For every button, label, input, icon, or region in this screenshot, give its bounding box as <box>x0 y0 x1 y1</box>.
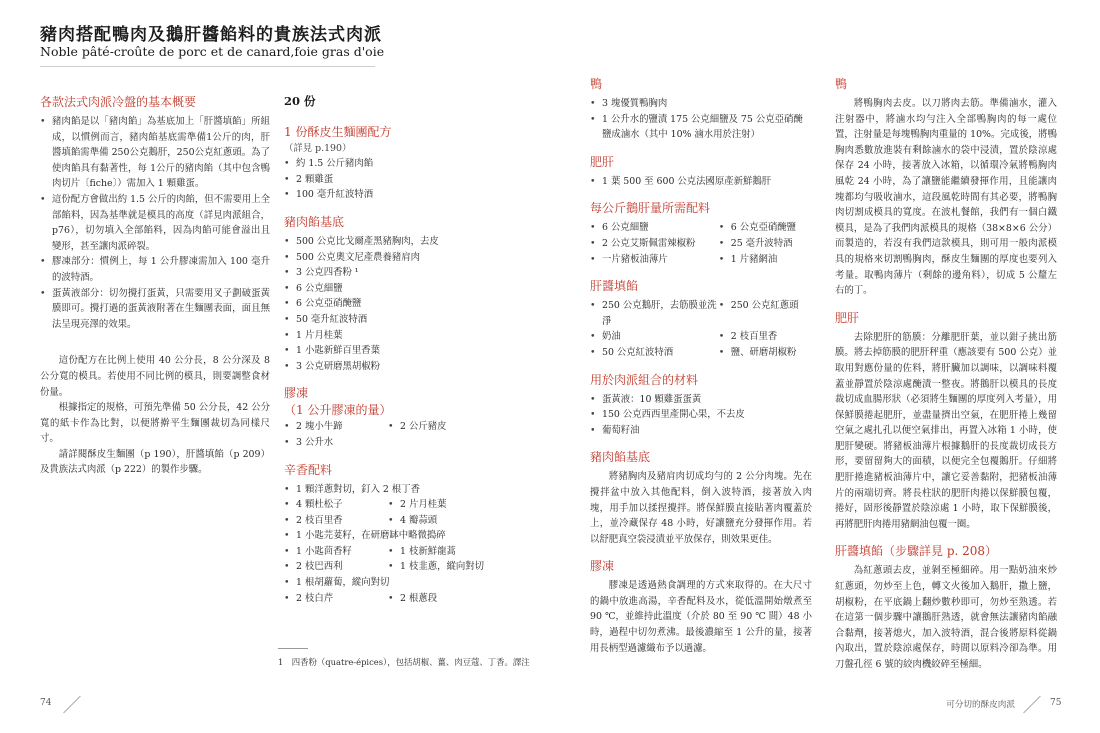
mold-size-paragraph: 這份配方在比例上使用 40 公分長，8 公分深及 8 公分寬的模具。若使用不同比例的模具，則要調整食材份量。 <box>40 355 270 398</box>
list-row <box>284 559 492 575</box>
list-item: • 6 公克亞硝醃鹽 <box>284 296 492 312</box>
list-item: • 1 片月桂葉 <box>284 328 492 344</box>
column-ingredients-2 <box>590 76 812 656</box>
jelly-method-heading: 膠凍 <box>590 559 615 574</box>
list-item: • 1 公升水的鹽漬 175 公克細鹽及 75 公克亞硝醃鹽成滷水（其中 10% 滷水用於注射） <box>590 112 812 143</box>
list-item: • 3 公克研磨黑胡椒粉 <box>284 359 492 375</box>
list-item: • 2 根蔥段 <box>388 591 492 607</box>
pork-method-heading: 豬肉餡基底 <box>590 450 651 465</box>
foie-heading: 肥肝 <box>590 154 615 169</box>
list-item: • 250 公克鵝肝，去筋膜並洗淨 <box>590 298 719 329</box>
list-item: • 2 枝百里香 <box>719 329 812 345</box>
list-item: • 6 公克細鹽 <box>590 220 719 236</box>
page-subtitle: Noble pâté-croûte de porc et de canard,foie gras d'oie <box>40 44 385 59</box>
page-number-left: 74 <box>40 698 52 708</box>
duck-method-heading: 鴨 <box>835 77 848 91</box>
overview-list <box>40 114 270 332</box>
list-item: • 葡萄籽油 <box>590 423 812 439</box>
list-item: • 鹽、研磨胡椒粉 <box>719 345 812 361</box>
jelly-heading: 膠凍 <box>284 386 309 401</box>
page-number-right: 75 <box>1050 698 1062 708</box>
list-item: • 豬肉餡是以「豬肉餡」為基底加上「肝醬填餡」所組成，以慣例而言，豬肉餡基底需準備1公斤的肉，肝醬填餡需準備 250公克鵝肝，250公克紅蔥頭。為了使肉餡具有黏著性，每 1公斤的豬肉餡（其中包含鴨肉切片〔fiche〕）需加入 1 顆雞蛋。 <box>40 114 270 192</box>
pastry-heading: 1 份酥皮生麵團配方 <box>284 124 392 139</box>
assembly-list <box>590 392 812 439</box>
footnote: 1 四香粉（quatre-épices），包括胡椒、薑、肉豆蔻、丁香。譯注 <box>278 657 530 667</box>
serving-count: 20 份 <box>284 94 316 108</box>
jelly-list <box>284 419 492 450</box>
aromatics-list <box>284 482 492 607</box>
liver-method-text: 為紅蔥頭去皮，並剝至極細碎。用一點奶油來炒紅蔥頭，勿炒至上色，轉文火後加入鵝肝，撒上鹽，胡椒粉，在平底鍋上翻炒數秒即可，勿炒至熟透。若在這第一個步驟中讓鵝肝熟透，就會無法讓豬肉餡融合黏劑，接著熄火，加入波特酒，混合後將原料從鍋內取出，置於陰涼處保存，時間以原料冷卻為準。用刀盤孔徑 6 號的絞肉機絞碎至極細。 <box>835 565 1057 670</box>
liver-fill-list <box>590 298 812 360</box>
pork-method-text: 將豬胸肉及豬肩肉切成均勻的 2 公分肉塊。先在攪拌盆中放入其他配料，倒入波特酒，接著放入肉塊，用手加以揉捏攪拌。將保鮮膜直接貼著肉覆蓋於上，並冷藏保存 48 小時，好讓鹽充分發揮作用。若以舒肥真空袋浸漬並平放保存，則效果更佳。 <box>590 471 812 545</box>
jelly-method-text: 膠凍是透過熱食調理的方式來取得的。在大尺寸的鍋中放進高湯，辛香配料及水，從低溫開始燉煮至 90 ℃，並維持此溫度（介於 80 至 90 ℃ 間）48 小時，過程中切勿煮沸。最後濃縮至 1 公升的量，接著用長柄型過濾織布予以過濾。 <box>590 580 812 654</box>
list-row <box>284 513 492 529</box>
pork-base-heading: 豬肉餡基底 <box>284 214 345 229</box>
list-item: • 1 葉 500 至 600 公克法國原產新鮮鵝肝 <box>590 174 812 190</box>
list-item: • 膠凍部分：慣例上，每 1 公升膠凍需加入 100 毫升的波特酒。 <box>40 254 270 285</box>
list-item: • 一片豬板油薄片 <box>590 252 719 268</box>
list-row <box>284 591 492 607</box>
column-ingredients <box>284 94 492 617</box>
list-row <box>284 544 492 560</box>
list-item: • 1 顆洋蔥對切，釘入 2 根丁香 <box>284 482 492 498</box>
per-kg-heading: 每公斤鵝肝量所需配料 <box>590 201 711 216</box>
card-template-paragraph: 根據指定的規格，可預先準備 50 公分長，42 公分寬的紙卡作為比對，以便將擀平生麵團裁切為同樣尺寸。 <box>40 402 270 445</box>
list-item: • 3 塊優質鴨胸肉 <box>590 96 812 112</box>
duck-heading: 鴨 <box>590 77 603 91</box>
liver-fill-heading: 肝醬填餡 <box>590 279 639 294</box>
aromatics-heading: 辛香配料 <box>284 462 333 477</box>
list-item: • 25 毫升波特酒 <box>719 236 812 252</box>
column-overview <box>40 94 270 478</box>
list-item: • 3 公克四香粉 ¹ <box>284 265 492 281</box>
foie-method-text: 去除肥肝的筋膜：分離肥肝葉，並以鉗子挑出筋膜。將去掉筋膜的肥肝秤重（應該要有 500 公克）並取用對應份量的佐料，將肝臟加以調味，以調味料覆蓋並靜置於陰涼處醃漬一整夜。將鵝肝以模具的長度裁切成血腸形狀（必須將生麵團的厚度列入考量），用保鮮膜捲起肥肝，並盡量擠出空氣，在肥肝捲上幾留空氣之處扎孔以便空氣排出，再置入冰箱 1 小時，使肥肝變硬。將豬板油薄片根據鵝肝的長度裁切成長方形，要留留夠大的面積，以便完全包覆鵝肝。仔細將肥肝捲進豬板油薄片中，讓它妥善黏附，把豬板油薄片的兩端切齊。將長柱狀的肥肝肉捲以保鮮膜包覆，捲好，固形後靜置於陰涼處 1 小時，取下保鮮膜後，再將肥肝肉捲用豬網油包覆一圈。 <box>835 331 1057 530</box>
jelly-quantity: （1 公升膠凍的量） <box>284 403 392 418</box>
assembly-heading: 用於肉派組合的材料 <box>590 372 699 387</box>
list-item: • 蛋黃液部分：切勿攪打蛋黃，只需要用叉子劃破蛋黃膜即可。攪打過的蛋黃液附著在生麵團表面，面且無法呈現亮澤的效果。 <box>40 286 270 333</box>
list-item: • 3 公升水 <box>284 435 388 451</box>
list-item: • 1 小匙茴香籽 <box>284 544 388 560</box>
list-item: • 150 公克西西里產開心果，不去皮 <box>590 407 812 423</box>
list-item: • 4 瓣蒜頭 <box>388 513 492 529</box>
list-item: • 1 根胡蘿蔔，縱向對切 <box>284 575 492 591</box>
list-item: • 這份配方會做出約 1.5 公斤的肉餡，但不需要用上全部餡料，因為基準就是模具的高度（詳見肉派組合，p76），切勿填入全部餡料，因為肉餡可能會溢出且變形，甚至讓肉派碎裂。 <box>40 192 270 254</box>
list-item: • 蛋黃液：10 顆雞蛋蛋黃 <box>590 392 812 408</box>
duck-list <box>590 96 812 143</box>
liver-method-heading: 肝醬填餡（步驟詳見 p. 208） <box>835 544 998 559</box>
list-item: • 6 公克亞硝醃鹽 <box>719 220 812 236</box>
title-divider <box>40 66 375 67</box>
list-item: • 2 塊小牛蹄 <box>284 419 388 435</box>
references-paragraph: 請詳閱酥皮生麵團（p 190），肝醬填餡（p 209）及貴族法式肉派（p 222）的製作步驟。 <box>40 448 270 476</box>
list-item: • 500 公克比戈爾產黑豬胸肉，去皮 <box>284 234 492 250</box>
list-item: • 250 公克紅蔥頭 <box>719 298 812 329</box>
footnote-divider <box>278 648 308 649</box>
list-item: • 2 顆雞蛋 <box>284 172 492 188</box>
duck-method-text: 將鴨胸肉去皮。以刀將肉去筋。準備滷水，灌入注射器中，將滷水均勻注入全部鴨胸肉的每一處位置，注射量是每塊鴨胸肉重量的 10%。完成後，將鴨胸肉悉數放進裝有剩餘滷水的袋中浸漬，置於陰涼處保存 24 小時，接著放入冰箱，以循環冷氣將鴨胸肉風乾 24 小時，為了讓鹽能繼續發揮作用，且能讓肉塊都均勻吸收滷水，這段風乾時間有其必要，將鴨胸肉切割成模具的寬度。在波札餐館，我們有一個白鐵模具，是為了我們肉派模具的規格（38×8×6 公分）而製造的，若沒有我們這款模具，則可用一般肉派模具的規格來切割鴨胸肉，酥皮生麵團的厚度也要列入考量。取鴨肉薄片（剩餘的邊角料），切成 5 公釐左右的丁。 <box>835 98 1057 297</box>
foie-list <box>590 174 812 190</box>
list-item: • 1 小匙芫荽籽，在研磨缽中略微搗碎 <box>284 528 492 544</box>
list-item: • 100 毫升紅波特酒 <box>284 187 492 203</box>
list-item: • 1 片豬網油 <box>719 252 812 268</box>
list-item: • 2 枝巴西利 <box>284 559 388 575</box>
page-title: 豬肉搭配鴨肉及鵝肝醬餡料的貴族法式肉派 <box>40 25 382 45</box>
list-row <box>284 497 492 513</box>
footer-slash-right <box>1023 696 1041 714</box>
list-item: • 4 顆杜松子 <box>284 497 388 513</box>
column-method <box>835 76 1057 673</box>
pastry-list <box>284 156 492 203</box>
list-item: • 50 毫升紅波特酒 <box>284 312 492 328</box>
list-item: • 奶油 <box>590 329 719 345</box>
list-item: • 1 枝新鮮龍蒿 <box>388 544 492 560</box>
list-item: • 1 小匙新鮮百里香葉 <box>284 343 492 359</box>
running-head: 可分切的酥皮肉派 <box>946 700 1015 710</box>
list-item: • 2 公克艾斯佩雷辣椒粉 <box>590 236 719 252</box>
list-item: • 500 公克奧文尼產農養豬肩肉 <box>284 250 492 266</box>
list-item: • 2 片月桂葉 <box>388 497 492 513</box>
overview-heading: 各款法式肉派冷盤的基本概要 <box>40 95 197 109</box>
list-item: • 2 公斤豬皮 <box>388 419 492 435</box>
pastry-reference: （詳見 p.190） <box>284 142 352 154</box>
list-item: • 6 公克細鹽 <box>284 281 492 297</box>
footer-slash-left <box>63 696 81 714</box>
foie-method-heading: 肥肝 <box>835 310 860 325</box>
list-item: • 1 枝韭蔥，縱向對切 <box>388 559 492 575</box>
list-item: • 2 枝百里香 <box>284 513 388 529</box>
per-kg-list <box>590 220 812 267</box>
pork-base-list <box>284 234 492 374</box>
list-item: • 約 1.5 公斤豬肉餡 <box>284 156 492 172</box>
list-item: • 2 枝白芹 <box>284 591 388 607</box>
list-item: • 50 公克紅波特酒 <box>590 345 719 361</box>
